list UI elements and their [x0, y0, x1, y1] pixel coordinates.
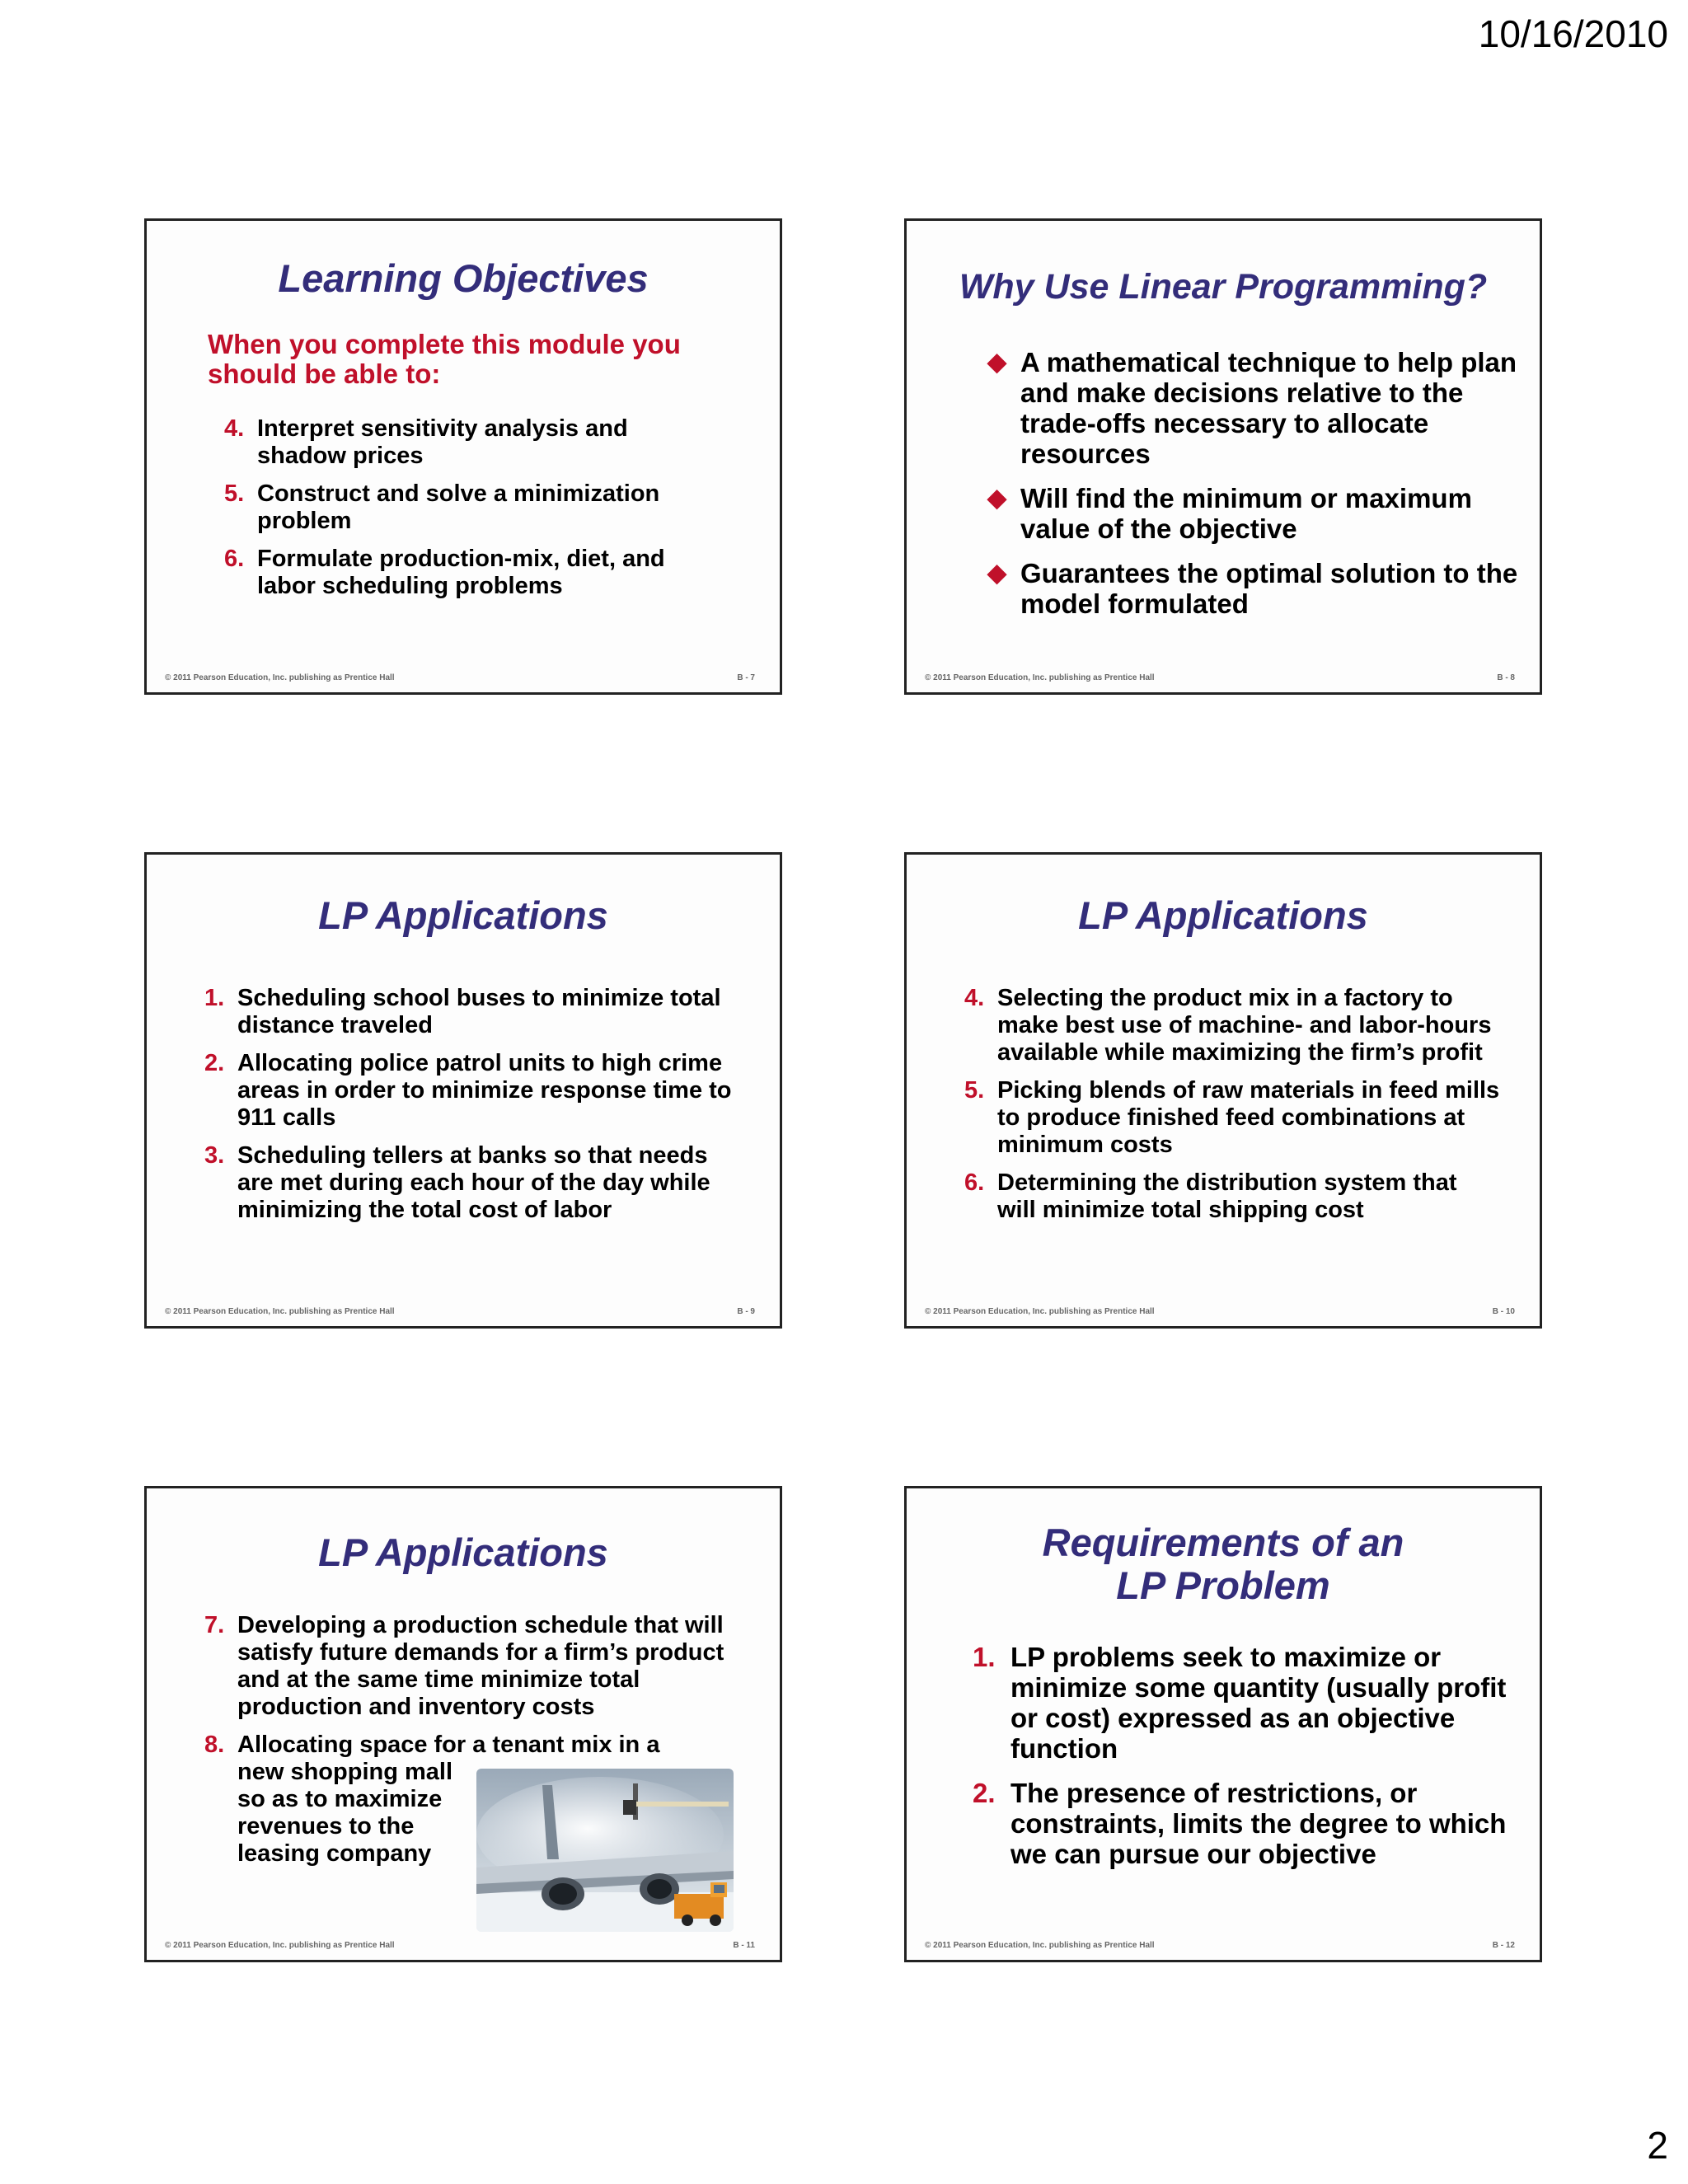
item-text-line: new shopping mall: [237, 1759, 453, 1785]
item-number: 2.: [204, 1050, 225, 1076]
item-text: Construct and solve a minimization problem: [257, 480, 660, 534]
slide-number: B - 11: [733, 1941, 755, 1950]
slide-number: B - 10: [1492, 1307, 1515, 1316]
list-item: [973, 1642, 1508, 1764]
slide-footer: [165, 1941, 755, 1950]
copyright-text: © 2011 Pearson Education, Inc. publishing as Prentice Hall: [925, 1941, 1155, 1950]
diamond-bullet-icon: ◆: [987, 349, 1007, 376]
page-date: 10/16/2010: [1478, 12, 1668, 55]
list-item: [224, 546, 719, 600]
list-item: [973, 1778, 1508, 1869]
objectives-list: [224, 415, 719, 611]
slide-title: Learning Objectives: [278, 256, 649, 300]
item-text: LP problems seek to maximize or minimize some quantity (usually profit or cost) expressed as an objective function: [1010, 1642, 1507, 1764]
item-number: 1.: [973, 1642, 996, 1672]
applications-list: [964, 985, 1500, 1235]
slide-number: B - 12: [1492, 1941, 1515, 1950]
item-text-line: revenues to the: [237, 1813, 415, 1840]
diamond-bullet-icon: ◆: [987, 560, 1007, 587]
copyright-text: © 2011 Pearson Education, Inc. publishing as Prentice Hall: [165, 1941, 395, 1950]
list-item: [224, 415, 719, 470]
item-text: Scheduling tellers at banks so that needs are met during each hour of the day while minimizing the total cost of labor: [237, 1142, 710, 1223]
item-text: Formulate production-mix, diet, and labor scheduling problems: [257, 546, 665, 599]
slide-footer: [165, 673, 755, 682]
item-number: 4.: [964, 985, 985, 1011]
slide-footer: [925, 1307, 1515, 1316]
list-item: [987, 347, 1523, 469]
slide-title: Why Use Linear Programming?: [959, 267, 1488, 307]
slide-number: B - 7: [737, 673, 755, 682]
slide-number: B - 8: [1497, 673, 1515, 682]
airplane-deicing-photo: [476, 1769, 734, 1932]
copyright-text: © 2011 Pearson Education, Inc. publishing as Prentice Hall: [925, 1307, 1155, 1316]
item-text: Will find the minimum or maximum value of the objective: [1020, 483, 1472, 544]
item-number: 2.: [973, 1778, 996, 1808]
slide-lp-applications-3: [144, 1486, 782, 1962]
applications-list: [204, 985, 740, 1235]
diamond-bullet-icon: ◆: [987, 485, 1007, 512]
item-text: Allocating police patrol units to high crime areas in order to minimize response time to 911 calls: [237, 1050, 732, 1131]
slide-footer: [925, 673, 1515, 682]
slide-title: LP Applications: [1078, 893, 1368, 937]
slide-lp-applications-2: [904, 852, 1542, 1329]
item-text-line: so as to maximize: [237, 1786, 443, 1812]
list-item: [987, 558, 1523, 619]
requirements-list: [973, 1642, 1508, 1883]
bullet-list: [987, 347, 1523, 633]
item-number: 7.: [204, 1612, 225, 1638]
slide-requirements-lp-problem: [904, 1486, 1542, 1962]
list-item: [964, 985, 1500, 1066]
list-item: [204, 1142, 740, 1224]
item-number: 6.: [964, 1169, 985, 1196]
list-item: [964, 1077, 1500, 1159]
copyright-text: © 2011 Pearson Education, Inc. publishing as Prentice Hall: [165, 673, 395, 682]
slide-footer: [925, 1941, 1515, 1950]
airplane-deicing-photo-drawing: [476, 1769, 734, 1932]
slide-footer: [165, 1307, 755, 1316]
item-text: Guarantees the optimal solution to the model formulated: [1020, 558, 1518, 619]
item-number: 5.: [224, 480, 245, 507]
slide-title: LP Applications: [318, 1530, 608, 1574]
item-number: 4.: [224, 415, 245, 442]
list-item: [204, 985, 740, 1039]
item-number: 8.: [204, 1732, 225, 1758]
copyright-text: © 2011 Pearson Education, Inc. publishing as Prentice Hall: [925, 673, 1155, 682]
item-text: Scheduling school buses to minimize total distance traveled: [237, 985, 721, 1038]
slide-learning-objectives: [144, 218, 782, 695]
slide-why-use-lp: [904, 218, 1542, 695]
list-item: [224, 480, 719, 535]
slide-title-line: LP Problem: [1116, 1563, 1330, 1607]
item-text: Determining the distribution system that will minimize total shipping cost: [997, 1169, 1457, 1223]
item-text-line: leasing company: [237, 1840, 432, 1867]
slide-lp-applications-1: [144, 852, 782, 1329]
item-text: The presence of restrictions, or constraints, limits the degree to which we can pursue our objective: [1010, 1778, 1507, 1869]
slide-title: [907, 1521, 1540, 1607]
slide-title: LP Applications: [318, 893, 608, 937]
item-text: Interpret sensitivity analysis and shadow prices: [257, 415, 628, 469]
item-text: Selecting the product mix in a factory to make best use of machine- and labor-hours available while maximizing the firm’s profit: [997, 985, 1492, 1066]
item-text-line: Allocating space for a tenant mix in a: [237, 1732, 660, 1758]
item-number: 5.: [964, 1077, 985, 1104]
list-item: [987, 483, 1523, 544]
item-text: Picking blends of raw materials in feed mills to produce finished feed combinations at minimum costs: [997, 1077, 1500, 1158]
item-text: Developing a production schedule that will satisfy future demands for a firm’s product and at the same time minimize total production and inventory costs: [237, 1612, 724, 1720]
item-number: 3.: [204, 1142, 225, 1169]
page-number: 2: [1647, 2124, 1668, 2167]
item-number: 1.: [204, 985, 225, 1011]
list-item: [204, 1612, 740, 1721]
item-number: 6.: [224, 546, 245, 572]
slide-number: B - 9: [737, 1307, 755, 1316]
list-item: [964, 1169, 1500, 1224]
item-text: A mathematical technique to help plan and make decisions relative to the trade-offs necessary to allocate resources: [1020, 347, 1517, 469]
list-item: [204, 1050, 740, 1132]
slide-title-line: Requirements of an: [1042, 1521, 1404, 1564]
copyright-text: © 2011 Pearson Education, Inc. publishing as Prentice Hall: [165, 1307, 395, 1316]
slide-intro: When you complete this module you should be able to:: [208, 329, 681, 389]
